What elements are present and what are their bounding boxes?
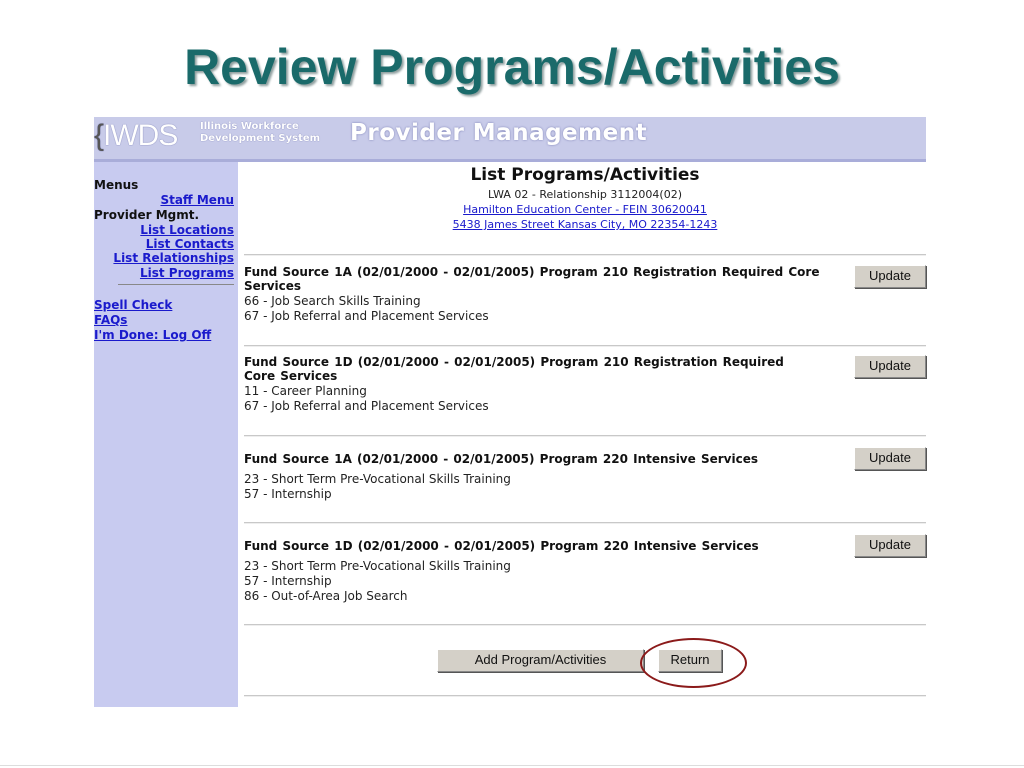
program-entry (244, 265, 926, 325)
logo-subtitle-line-1: Illinois Workforce (200, 121, 299, 132)
logo-subtitle-line-2: Development System (200, 133, 321, 144)
program-title: Fund Source 1A (02/01/2000 - 02/01/2005) Program 210 Registration Required Core Services (244, 265, 820, 293)
staff-menu-link[interactable]: Staff Menu (160, 193, 234, 207)
program-title: Fund Source 1A (02/01/2000 - 02/01/2005) Program 220 Intensive Services (244, 452, 758, 466)
activity-item: 67 - Job Referral and Placement Services (244, 309, 489, 323)
return-highlight-circle (640, 638, 747, 688)
program-title: Fund Source 1D (02/01/2000 - 02/01/2005) Program 220 Intensive Services (244, 539, 759, 553)
program-entry (244, 452, 926, 502)
iwds-logo: {IWDS (94, 119, 178, 152)
sidebar-divider (118, 284, 234, 285)
divider (244, 624, 926, 626)
app-window (94, 117, 926, 707)
list-locations-link[interactable]: List Locations (140, 223, 234, 237)
menus-label: Menus (94, 178, 139, 192)
app-header (94, 117, 926, 162)
activity-item: 57 - Internship (244, 487, 332, 501)
spell-check-link[interactable]: Spell Check (94, 298, 173, 312)
divider (244, 345, 926, 347)
program-title: Fund Source 1D (02/01/2000 - 02/01/2005) Program 210 Registration Required Core Services (244, 355, 784, 383)
update-button[interactable]: Update (854, 534, 926, 557)
list-programs-link[interactable]: List Programs (139, 266, 234, 280)
address-link[interactable]: 5438 James Street Kansas City, MO 22354-1243 (452, 218, 718, 231)
activity-item: 23 - Short Term Pre-Vocational Skills Training (244, 472, 511, 486)
update-button[interactable]: Update (854, 265, 926, 288)
main-content (244, 162, 926, 707)
return-button[interactable]: Return (658, 649, 722, 672)
logo-text: IWDS (103, 119, 178, 152)
divider (244, 695, 926, 697)
page-heading: List Programs/Activities (470, 165, 700, 185)
activity-item: 11 - Career Planning (244, 384, 367, 398)
log-off-link[interactable]: I'm Done: Log Off (94, 328, 212, 342)
divider (244, 522, 926, 524)
update-button[interactable]: Update (854, 447, 926, 470)
divider (244, 435, 926, 437)
update-button[interactable]: Update (854, 355, 926, 378)
activity-item: 66 - Job Search Skills Training (244, 294, 421, 308)
divider (244, 254, 926, 256)
list-contacts-link[interactable]: List Contacts (145, 237, 234, 251)
sidebar (94, 162, 238, 707)
activity-item: 67 - Job Referral and Placement Services (244, 399, 489, 413)
program-entry (244, 355, 926, 415)
faqs-link[interactable]: FAQs (94, 313, 128, 327)
activity-item: 57 - Internship (244, 574, 332, 588)
program-entry (244, 539, 926, 604)
slide-title: Review Programs/Activities (184, 39, 840, 95)
provider-link[interactable]: Hamilton Education Center - FEIN 30620041 (463, 203, 707, 216)
activity-item: 23 - Short Term Pre-Vocational Skills Training (244, 559, 511, 573)
lwa-relationship-line: LWA 02 - Relationship 3112004(02) (488, 188, 682, 201)
list-relationships-link[interactable]: List Relationships (113, 251, 234, 265)
header-title: Provider Management (350, 120, 648, 146)
logo-subtitle (200, 121, 320, 145)
slide-footer-line (0, 765, 1024, 766)
activity-item: 86 - Out-of-Area Job Search (244, 589, 408, 603)
add-program-activities-button[interactable]: Add Program/Activities (437, 649, 644, 672)
provider-mgmt-label: Provider Mgmt. (94, 208, 200, 222)
